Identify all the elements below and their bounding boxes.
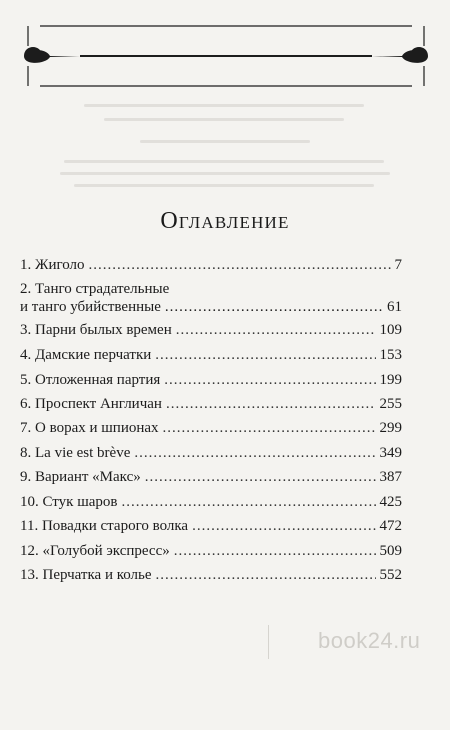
show-through-divider [268, 625, 269, 659]
toc-entry-title: 5. Отложенная партия [20, 372, 161, 388]
leader-dots [122, 493, 376, 511]
toc-entry-title: 3. Парни былых времен [20, 322, 172, 338]
toc-entry [20, 321, 402, 339]
toc-entry [20, 517, 402, 535]
toc-entry-title: 12. «Голубой экспресс» [20, 543, 170, 559]
toc-entry [20, 493, 402, 511]
toc-entry-page: 552 [379, 567, 402, 583]
toc-entry-page: 425 [379, 494, 402, 510]
toc-entry [20, 566, 402, 584]
toc-entry-page: 61 [387, 299, 402, 315]
toc-entry-title: 10. Стук шаров [20, 494, 118, 510]
toc-entry-page: 199 [379, 372, 402, 388]
page-title: Оглавление [160, 208, 290, 234]
leader-dots [134, 444, 375, 462]
toc-entry-page: 472 [379, 518, 402, 534]
leader-dots [163, 419, 376, 437]
toc-entry [20, 542, 402, 560]
toc-entry-title: 11. Повадки старого волка [20, 518, 189, 534]
show-through-line [104, 118, 344, 121]
toc-entry [20, 280, 402, 316]
toc-entry-page: 509 [379, 543, 402, 559]
toc-entry-title: 7. О ворах и шпионах [20, 420, 159, 436]
toc-entry-title: 9. Вариант «Макс» [20, 469, 141, 485]
leader-dots [145, 468, 376, 486]
show-through-line [74, 184, 374, 187]
toc-entry-page: 299 [379, 420, 402, 436]
leader-dots [174, 542, 376, 560]
toc-entry-page: 349 [379, 445, 402, 461]
toc-entry-title-line1: 2. Танго страдательные [20, 281, 170, 297]
toc-entry [20, 371, 402, 389]
toc-entry [20, 468, 402, 486]
toc-entry-page: 387 [379, 469, 402, 485]
leader-dots [156, 566, 376, 584]
leader-dots [155, 346, 375, 364]
leader-dots [89, 256, 391, 274]
show-through-line [64, 160, 384, 163]
show-through-line [84, 104, 364, 107]
leader-dots [176, 321, 376, 339]
toc-entry-page: 153 [379, 347, 402, 363]
leader-dots [192, 517, 375, 535]
toc-entry-title: 13. Перчатка и колье [20, 567, 152, 583]
header-ornament [20, 20, 432, 92]
leader-dots [166, 395, 376, 413]
toc-entry [20, 346, 402, 364]
toc-entry [20, 419, 402, 437]
toc-entry [20, 395, 402, 413]
show-through-line [140, 140, 310, 143]
toc-entry-title: и танго убийственные [20, 299, 161, 315]
show-through-watermark: book24.ru [318, 628, 421, 653]
toc-entry-page: 109 [379, 322, 402, 338]
toc-entry-title: 8. La vie est brève [20, 445, 131, 461]
toc-entry [20, 444, 402, 462]
leader-dots [165, 298, 383, 316]
show-through-line [60, 172, 390, 175]
toc-entry [20, 256, 402, 274]
toc-entry-page: 7 [394, 257, 402, 273]
toc-entry-title: 6. Проспект Англичан [20, 396, 162, 412]
toc-entry-title: 1. Жиголо [20, 257, 85, 273]
toc-entry-page: 255 [379, 396, 402, 412]
leader-dots [164, 371, 375, 389]
toc-entry-title: 4. Дамские перчатки [20, 347, 152, 363]
